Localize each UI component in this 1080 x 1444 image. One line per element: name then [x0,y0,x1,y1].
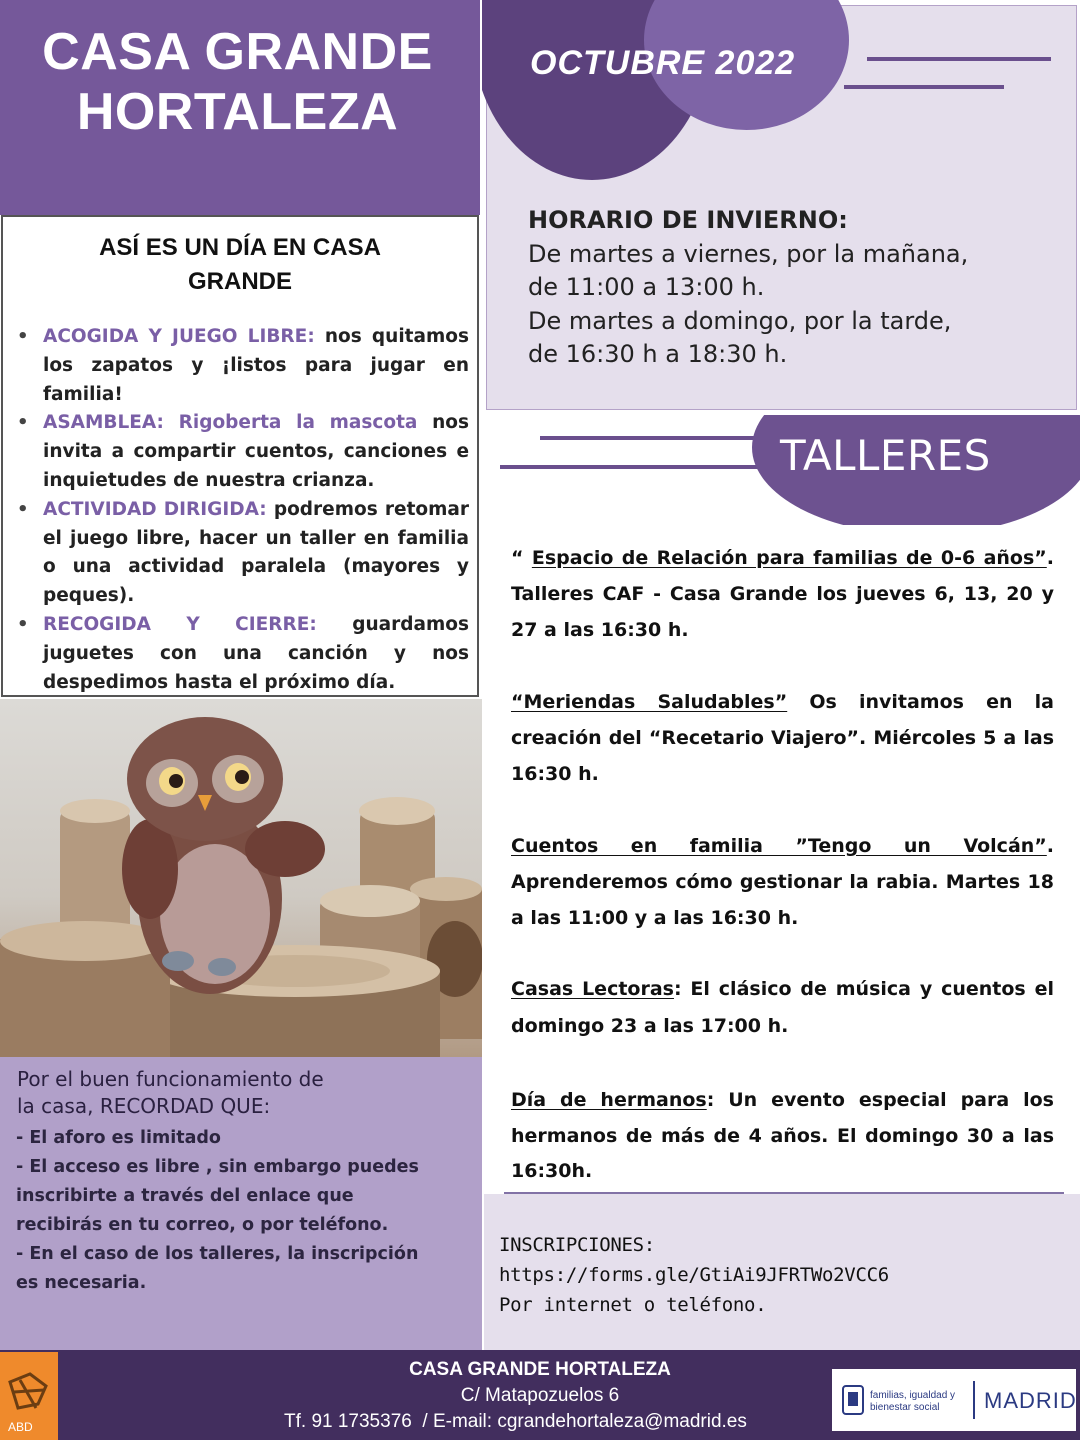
workshop-2: “Meriendas Saludables” Os invitamos en la [511,691,1054,713]
decorative-line [540,436,780,440]
madrid-department: familias, igualdad y bienestar social [870,1390,956,1413]
page-title: CASA GRANDE HORTALEZA [42,23,433,141]
list-item: • RECOGIDA Y CIERRE: guardamos juguetes con una canción y nos despedimos hasta el próximo día. [17,611,469,697]
notice-line: recibirás en tu correo, o por teléfono. [16,1215,389,1235]
workshop-2-line: creación del “Recetario Viajero”. Miércoles 5 a las [511,727,1054,749]
decorative-line [500,465,780,469]
notice-line: inscribirte a través del enlace que [16,1186,354,1206]
workshop-5-line: hermanos de más de 4 años. El domingo 30 a las [511,1125,1054,1147]
workshop-4: Casas Lectoras: El clásico de música y cuentos el [511,978,1054,1000]
footer-contact: Tf. 91 1735376 / E-mail: cgrandehortaleza@madrid.es [284,1411,747,1432]
notice-title: Por el buen funcionamiento de la casa, RECORDAD QUE: [17,1067,324,1118]
talleres-title: TALLERES [780,431,991,480]
workshop-5: Día de hermanos: Un evento especial para los [511,1089,1054,1111]
bullet-icon: • [17,326,29,347]
workshop-3-line: Aprenderemos cómo gestionar la rabia. Martes 18 [511,871,1054,893]
list-item: • ASAMBLEA: Rigoberta la mascota nos invita a compartir cuentos, canciones e inquietudes de nuestra crianza. [17,409,469,495]
list-item: • ACTIVIDAD DIRIGIDA: podremos retomar el juego libre, hacer un taller en familia o una actividad paralela (mayores y peques). [17,496,469,611]
workshop-3-line: a las 11:00 y a las 16:30 h. [511,907,799,929]
workshop-1-line: 27 a las 16:30 h. [511,619,689,641]
day-routine-list [17,323,469,697]
footer-address: C/ Matapozuelos 6 [460,1385,620,1406]
footer-name: CASA GRANDE HORTALEZA [409,1359,671,1380]
registration-label: INSCRIPCIONES: [499,1234,655,1256]
owl-mascot-photo [0,699,482,1057]
month-title: OCTUBRE 2022 [530,44,796,82]
schedule-line: De martes a domingo, por la tarde, [528,307,952,335]
schedule-line: de 16:30 h a 18:30 h. [528,340,788,368]
list-item: • ACOGIDA Y JUEGO LIBRE: nos quitamos los zapatos y ¡listos para jugar en familia! [17,323,469,409]
bullet-icon: • [17,613,29,635]
workshop-1-line: Talleres CAF - Casa Grande los jueves 6, 13, 20 y [511,583,1054,605]
registration-note: Por internet o teléfono. [499,1294,767,1316]
logo-divider [973,1381,975,1419]
abd-logo-text: ABD [8,1420,33,1434]
notice-line: - El aforo es limitado [16,1128,221,1148]
day-routine-box [1,215,479,697]
schedule-line: De martes a viernes, por la mañana, [528,240,969,268]
workshop-2-line: 16:30 h. [511,763,599,785]
workshop-4-line: domingo 23 a las 17:00 h. [511,1015,789,1037]
madrid-wordmark: MADRID [984,1388,1077,1413]
owl-photo-illustration [0,699,482,1057]
notice-line: - En el caso de los talleres, la inscripción [16,1244,419,1264]
workshop-3: Cuentos en familia ”Tengo un Volcán”. [511,835,1054,857]
registration-link[interactable]: https://forms.gle/GtiAi9JFRTWo2VCC6 [499,1264,889,1286]
notice-line: es necesaria. [16,1273,147,1293]
divider [504,1192,1064,1194]
decorative-line [844,85,1004,89]
madrid-crest-icon [838,1380,868,1420]
bullet-icon: • [17,498,29,520]
day-routine-title: ASÍ ES UN DÍA EN CASA GRANDE [99,234,381,295]
schedule-title: HORARIO DE INVIERNO: [528,206,848,234]
notice-line: - El acceso es libre , sin embargo puedes [16,1157,419,1177]
workshop-5-line: 16:30h. [511,1160,593,1182]
decorative-line [867,57,1051,61]
workshop-1: “ Espacio de Relación para familias de 0-6 años”. [511,547,1054,569]
schedule-line: de 11:00 a 13:00 h. [528,273,765,301]
talleres-header [482,415,1080,525]
bullet-icon: • [17,412,29,434]
